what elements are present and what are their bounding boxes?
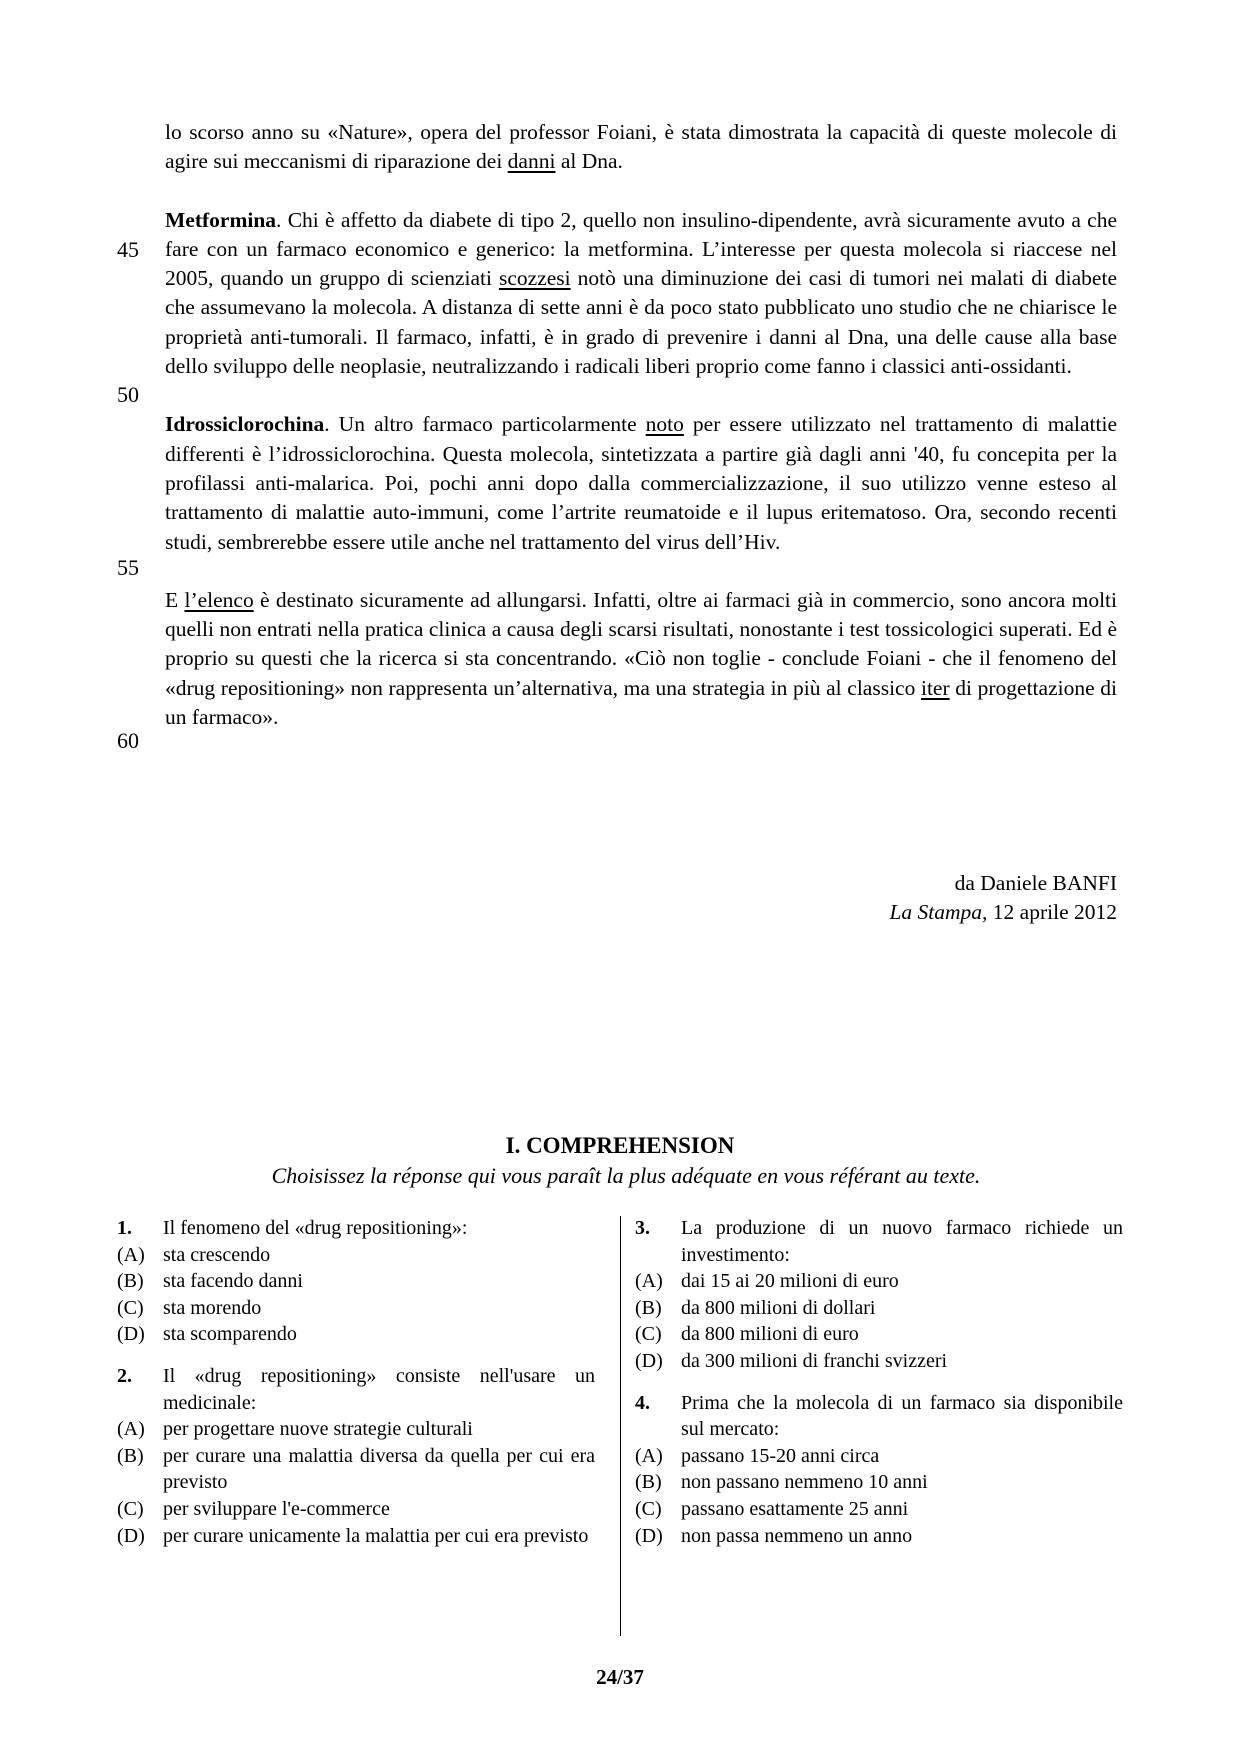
option-text: da 800 milioni di dollari [681,1296,876,1319]
option-b[interactable] [117,1443,595,1496]
author-name: da Daniele BANFI [954,871,1117,895]
paragraph-intro [165,118,1117,177]
option-d[interactable] [635,1348,1123,1375]
option-d[interactable] [117,1523,595,1550]
paragraph-elenco [165,586,1117,732]
option-a[interactable] [635,1443,1123,1470]
question-number: 4. [635,1391,650,1414]
option-text: da 800 milioni di euro [681,1323,859,1346]
option-text: per sviluppare l'e-commerce [163,1497,390,1520]
metformina-text: . Chi è affetto da diabete di tipo 2, quello non insulino-dipendente, avrà sicuramente avuto a che fare con un farmaco economico e generico: la metformina. L’interesse per questa molecola si riaccese nel 2005, quando un gruppo di scienziati [165,207,1117,291]
line-number-60: 60 [117,728,139,753]
option-key: (D) [117,1524,145,1547]
question-text: Il fenomeno del «drug repositioning»: [163,1217,468,1239]
option-key: (C) [117,1296,144,1319]
line-number-55: 55 [117,555,139,580]
option-text: passano esattamente 25 anni [681,1497,909,1520]
option-text: sta scomparendo [163,1323,297,1346]
publication-date: 12 aprile 2012 [987,900,1117,924]
option-text: dai 15 ai 20 milioni di euro [681,1270,899,1293]
option-d[interactable] [635,1523,1123,1550]
question-text: Prima che la molecola di un farmaco sia disponibile sul mercato: [681,1391,1123,1441]
question-number: 3. [635,1217,650,1239]
question-4 [635,1390,1123,1550]
option-c[interactable] [117,1496,595,1523]
option-key: (B) [117,1444,144,1467]
option-text: da 300 milioni di franchi svizzeri [681,1349,948,1372]
article-body [165,118,1117,732]
option-text: per curare una malattia diversa da quella per cui era previsto [163,1444,595,1494]
option-text: per progettare nuove strategie culturali [163,1418,473,1441]
elenco-text-mid: è destinato sicuramente ad allungarsi. Infatti, oltre ai farmaci già in commercio, sono ancora molti quelli non entrati nella pratica clinica a causa degli scarsi risultati, nonostante i test tossicologici superati. Ed è proprio su questi che la ricerca si sta concentrando. «Ciò non toglie - conclude Foiani - che il fenomeno del «drug repositioning» non rappresenta un’alternativa, ma una strategia in più al classico [165,587,1117,700]
elenco-text: E [165,587,185,612]
option-key: (A) [635,1270,663,1293]
paragraph-idrossiclorochina [165,410,1117,556]
option-b[interactable] [635,1469,1123,1496]
option-text: non passano nemmeno 10 anni [681,1471,928,1494]
option-key: (B) [117,1270,144,1293]
column-divider [620,1216,621,1636]
question-2 [117,1363,595,1549]
option-a[interactable] [117,1242,595,1269]
underlined-word-iter: iter [920,675,950,700]
underlined-word-elenco: l’elenco [184,587,254,612]
option-key: (C) [635,1323,662,1346]
option-c[interactable] [635,1321,1123,1348]
question-3 [635,1215,1123,1375]
question-number: 1. [117,1217,132,1239]
section-instructions: Choisissez la réponse qui vous paraît la plus adéquate en vous référant au texte. [271,1163,981,1188]
intro-text: lo scorso anno su «Nature», opera del professor Foiani, è stata dimostrata la capacità di queste molecole di agire sui meccanismi di riparazione dei [165,120,1117,174]
option-text: passano 15-20 anni circa [681,1444,880,1467]
option-key: (A) [635,1444,663,1467]
publication-line [617,898,1117,927]
line-number-45: 45 [117,237,139,262]
page-number: 24/37 [596,1665,644,1689]
option-b[interactable] [117,1268,595,1295]
elenco-text-end: di progettazione di un farmaco». [165,675,1117,730]
option-key: (C) [117,1497,144,1520]
question-text: La produzione di un nuovo farmaco richiede un investimento: [681,1217,1123,1266]
option-text: non passa nemmeno un anno [681,1524,913,1547]
metformina-text-end: notò una diminuzione dei casi di tumori nei malati di diabete che assumevano la molecola. A distanza di sette anni è da poco stato pubblicato uno studio che ne chiarisce le proprietà anti-tumorali. Il farmaco, infatti, è in grado di prevenire i danni al Dna, una delle cause alla base dello sviluppo delle neoplasie, neutralizzando i radicali liberi proprio come fanno i classici anti-ossidanti. [165,266,1117,379]
option-text: sta morendo [163,1296,262,1319]
option-key: (A) [117,1418,145,1441]
option-a[interactable] [635,1268,1123,1295]
option-key: (B) [635,1296,662,1319]
option-text: per curare unicamente la malattia per cui era previsto [163,1524,589,1547]
intro-text-end: al Dna. [555,149,623,174]
underlined-word-noto: noto [645,412,684,437]
option-key: (A) [117,1243,145,1266]
option-b[interactable] [635,1295,1123,1322]
option-key: (C) [635,1497,662,1520]
option-c[interactable] [635,1496,1123,1523]
option-c[interactable] [117,1295,595,1322]
line-number-50: 50 [117,382,139,407]
question-number: 2. [117,1364,132,1387]
question-text: Il «drug repositioning» consiste nell'usare un medicinale: [163,1364,595,1414]
heading-idrossiclorochina: Idrossiclorochina [165,412,325,437]
option-text: sta crescendo [163,1243,271,1266]
heading-metformina: Metformina [165,207,277,232]
idrossiclorochina-text-end: per essere utilizzato nel trattamento di malattie differenti è l’idrossiclorochina. Questa molecola, sintetizzata a partire già dagli anni '40, fu concepita per la profilassi anti-malarica. Poi, pochi anni dopo dalla commercializzazione, il suo utilizzo venne esteso al trattamento di malattie auto-immuni, come l’artrite reumatoide e il lupus eritematoso. Ora, secondo recenti studi, sembrerebbe essere utile anche nel trattamento del virus dell’Hiv. [165,412,1118,554]
option-key: (D) [117,1323,145,1346]
option-text: sta facendo danni [163,1270,303,1293]
questions-left-column [117,1215,595,1564]
option-d[interactable] [117,1321,595,1348]
option-key: (D) [635,1349,663,1372]
section-title: I. COMPREHENSION [505,1133,735,1158]
underlined-word-scozzesi: scozzesi [499,266,571,291]
question-1 [117,1215,595,1348]
option-key: (D) [635,1524,663,1547]
publication-name: La Stampa, [889,900,988,924]
option-key: (B) [635,1471,662,1494]
option-a[interactable] [117,1416,595,1443]
idrossiclorochina-text: . Un altro farmaco particolarmente [324,412,646,437]
paragraph-metformina [165,206,1117,382]
underlined-word-danni: danni [507,149,556,174]
questions-right-column [635,1215,1123,1564]
